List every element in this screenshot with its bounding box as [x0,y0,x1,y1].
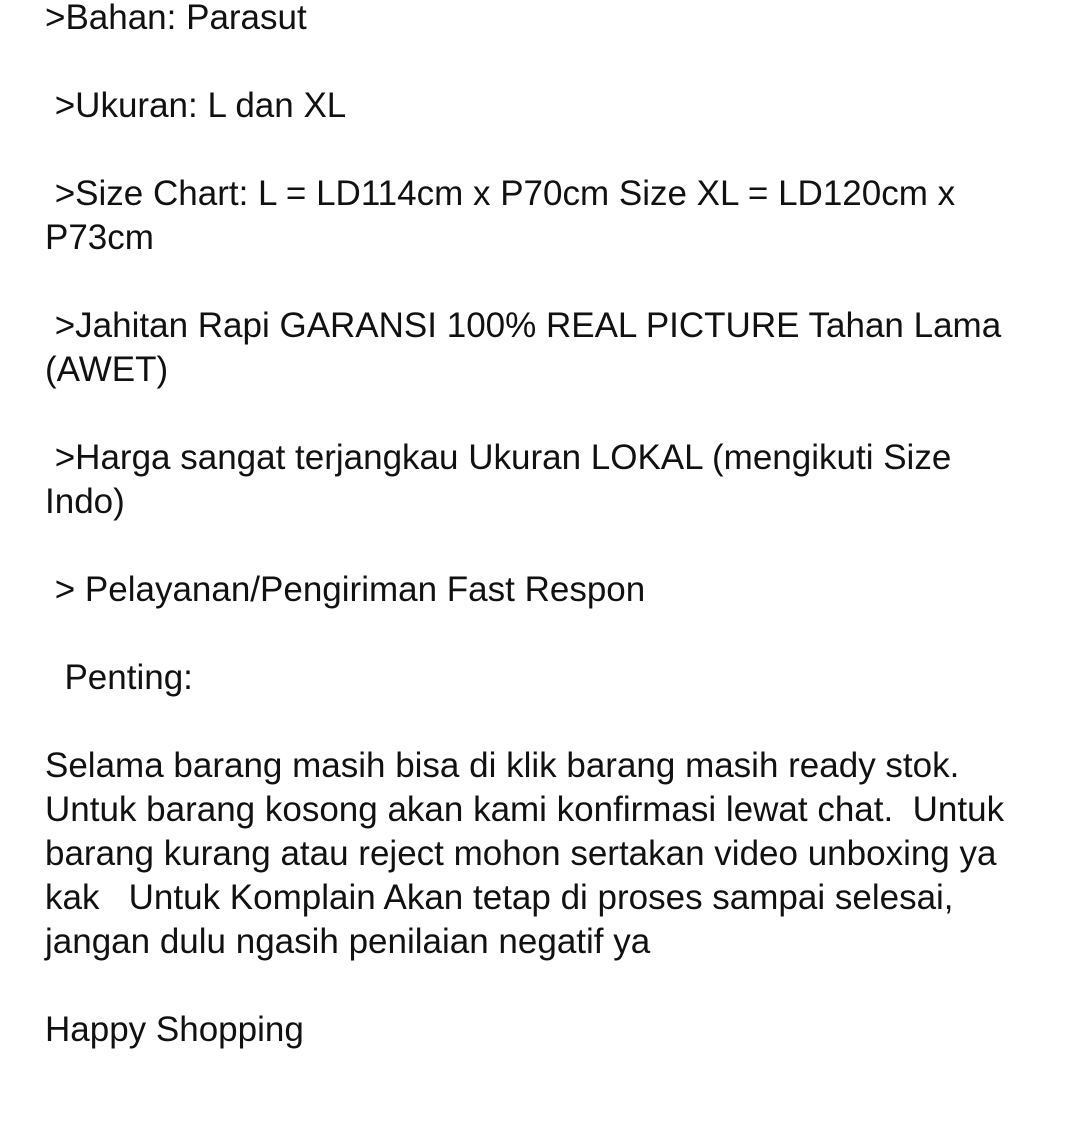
stitching-line: >Jahitan Rapi GARANSI 100% REAL PICTURE Tahan Lama (AWET) [45,306,1011,389]
size-options-line: >Ukuran: L dan XL [45,86,347,125]
spacer [45,128,1035,172]
spacer [45,392,1035,436]
closing-line: Happy Shopping [45,1010,304,1049]
spacer [45,524,1035,568]
notice-paragraph: Selama barang masih bisa di klik barang masih ready stok. Untuk barang kosong akan kami konfirmasi lewat chat. Untuk barang kurang atau reject mohon sertakan video unboxing ya kak Untuk Komplain Akan tetap di proses sampai selesai, jangan dulu ngasih penilaian negatif ya [45,746,1014,961]
product-description [45,0,1035,1052]
spacer [45,40,1035,84]
price-line: >Harga sangat terjangkau Ukuran LOKAL (mengikuti Size Indo) [45,438,962,521]
spacer [45,964,1035,1008]
spacer [45,612,1035,656]
size-chart-line: >Size Chart: L = LD114cm x P70cm Size XL = LD120cm x P73cm [45,174,965,257]
spacer [45,700,1035,744]
spacer [45,260,1035,304]
service-line: > Pelayanan/Pengiriman Fast Respon [45,570,646,609]
material-line: >Bahan: Parasut [45,0,307,37]
important-heading: Penting: [45,658,193,697]
